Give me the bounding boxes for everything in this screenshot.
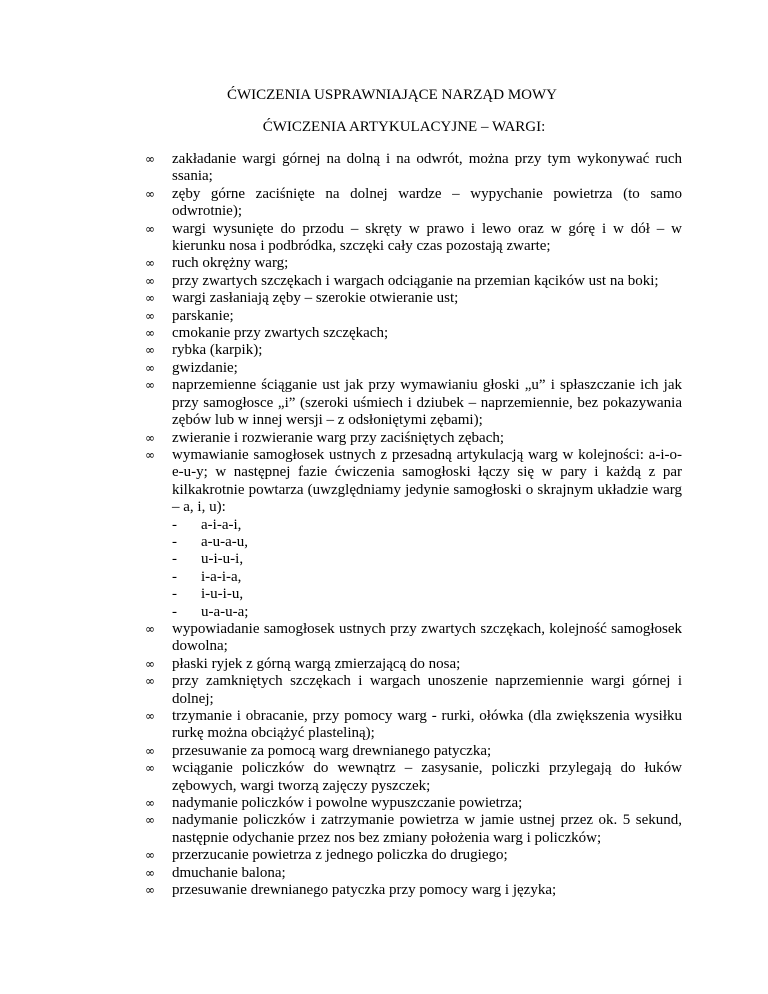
- infinity-bullet-icon: ∞: [145, 447, 155, 462]
- infinity-bullet-icon: ∞: [145, 865, 155, 880]
- list-item-text: rybka (karpik);: [172, 342, 263, 359]
- sub-list-item-text: u-a-u-a;: [201, 603, 249, 620]
- list-item-text: przesuwanie drewnianego patyczka przy pomocy warg i języka;: [172, 882, 557, 899]
- page-title: [0, 87, 768, 104]
- list-item: [0, 273, 768, 290]
- infinity-bullet-icon: ∞: [145, 308, 155, 323]
- list-item-text: płaski ryjek z górną wargą zmierzającą do nosa;: [172, 655, 461, 672]
- infinity-bullet-icon: ∞: [145, 761, 155, 776]
- list-item: [0, 621, 768, 656]
- list-item: [0, 342, 768, 359]
- list-item-text: przesuwanie za pomocą warg drewnianego patyczka;: [172, 742, 492, 759]
- list-item-text: przy zwartych szczękach i wargach odciąganie na przemian kącików ust na boki;: [172, 272, 659, 289]
- list-item-text: wargi wysunięte do przodu – skręty w prawo i lewo oraz w górę i w dół – w kierunku nosa i podbródka, szczęki cały czas pozostają zwarte;: [172, 220, 682, 255]
- infinity-bullet-icon: ∞: [145, 709, 155, 723]
- list-item: [0, 360, 768, 377]
- infinity-bullet-icon: ∞: [145, 656, 155, 671]
- infinity-bullet-icon: ∞: [145, 326, 155, 341]
- list-item: [0, 377, 768, 429]
- list-item: [0, 447, 768, 517]
- list-item: [0, 882, 768, 899]
- infinity-bullet-icon: ∞: [145, 152, 155, 166]
- list-item: [0, 151, 768, 186]
- sub-list-item-text: a-u-a-u,: [201, 533, 249, 550]
- list-item: [0, 221, 768, 256]
- infinity-bullet-icon: ∞: [145, 291, 155, 306]
- infinity-bullet-icon: ∞: [145, 360, 155, 375]
- infinity-bullet-icon: ∞: [145, 848, 155, 863]
- list-item: [0, 812, 768, 847]
- list-item-text: dmuchanie balona;: [172, 864, 286, 881]
- list-item-text: gwizdanie;: [172, 359, 238, 376]
- list-item-text: przerzucanie powietrza z jednego policzka do drugiego;: [172, 847, 508, 864]
- list-item-text: cmokanie przy zwartych szczękach;: [172, 325, 389, 342]
- sub-list-item-text: i-a-i-a,: [201, 568, 242, 585]
- list-item-text: wargi zasłaniają zęby – szerokie otwieranie ust;: [172, 290, 459, 307]
- infinity-bullet-icon: ∞: [145, 256, 155, 271]
- list-item: [0, 325, 768, 342]
- list-item-text: trzymanie i obracanie, przy pomocy warg - rurki, ołówka (dla zwiększenia wysiłku rurkę można obciążyć plasteliną);: [172, 708, 682, 742]
- list-item: [0, 673, 768, 708]
- infinity-bullet-icon: ∞: [145, 378, 155, 393]
- list-item: [0, 255, 768, 272]
- sub-list-item: [0, 534, 768, 551]
- dash-marker: -: [172, 533, 177, 550]
- infinity-bullet-icon: ∞: [145, 883, 155, 898]
- sub-list-item-text: a-i-a-i,: [201, 516, 242, 533]
- sub-list-item: [0, 551, 768, 568]
- list-item-text: przy zamkniętych szczękach i wargach unoszenie naprzemiennie wargi górnej i dolnej;: [172, 673, 682, 707]
- exercise-list: [0, 151, 768, 899]
- list-item: [0, 656, 768, 673]
- dash-marker: -: [172, 603, 177, 620]
- list-item-text: wciąganie policzków do wewnątrz – zasysanie, policzki przylegają do łuków zębowych, wargi tworzą zajęczy pyszczek;: [172, 760, 682, 794]
- list-item: [0, 795, 768, 812]
- list-item-text: zwieranie i rozwieranie warg przy zaciśniętych zębach;: [172, 429, 505, 446]
- list-item-text: wypowiadanie samogłosek ustnych przy zwartych szczękach, kolejność samogłosek dowolna;: [172, 620, 682, 655]
- infinity-bullet-icon: ∞: [145, 621, 155, 636]
- list-item: [0, 760, 768, 795]
- list-item: [0, 847, 768, 864]
- infinity-bullet-icon: ∞: [145, 430, 155, 445]
- infinity-bullet-icon: ∞: [145, 221, 155, 236]
- list-item-text: naprzemienne ściąganie ust jak przy wymawianiu głoski „u” i spłaszczanie ich jak przy samogłosce „i” (szeroki uśmiech i dziubek – naprzemiennie, bez pokazywania zębów lub w innej wersji – z odsłoniętymi zębami);: [172, 377, 682, 429]
- dash-marker: -: [172, 551, 177, 568]
- list-item: [0, 865, 768, 882]
- sub-list-item-text: u-i-u-i,: [201, 551, 244, 568]
- infinity-bullet-icon: ∞: [145, 796, 155, 811]
- list-item-text: ruch okrężny warg;: [172, 255, 289, 272]
- dash-marker: -: [172, 516, 177, 533]
- dash-marker: -: [172, 568, 177, 585]
- list-item: [0, 430, 768, 447]
- infinity-bullet-icon: ∞: [145, 273, 155, 288]
- list-item: [0, 186, 768, 221]
- infinity-bullet-icon: ∞: [145, 813, 155, 828]
- sub-list-item: [0, 569, 768, 586]
- list-item-text: nadymanie policzków i powolne wypuszczanie powietrza;: [172, 795, 523, 812]
- sub-list-item: [0, 517, 768, 534]
- infinity-bullet-icon: ∞: [145, 674, 155, 689]
- infinity-bullet-icon: ∞: [145, 743, 155, 758]
- infinity-bullet-icon: ∞: [145, 186, 155, 201]
- sub-list-item: [0, 604, 768, 621]
- list-item-text: zęby górne zaciśnięte na dolnej wardze – wypychanie powietrza (to samo odwrotnie);: [172, 185, 682, 220]
- infinity-bullet-icon: ∞: [145, 343, 155, 358]
- list-item: [0, 708, 768, 743]
- sub-list-item: [0, 586, 768, 603]
- list-item-text: zakładanie wargi górnej na dolną i na odwrót, można przy tym wykonywać ruch ssania;: [172, 151, 682, 185]
- section-subtitle: [0, 119, 768, 136]
- list-item: [0, 743, 768, 760]
- section-subtitle-text: ĆWICZENIA ARTYKULACYJNE – WARGI:: [262, 119, 546, 135]
- page-title-text: ĆWICZENIA USPRAWNIAJĄCE NARZĄD MOWY: [226, 87, 558, 103]
- list-item-text: wymawianie samogłosek ustnych z przesadną artykulacją warg w kolejności: a-i-o-e-u-y; w następnej fazie ćwiczenia samogłoski łączy się w pary i każdą z par kilkakrotnie powtarza (uwzględniamy jedynie samogłoski o skrajnym układzie warg – a, i, u):: [172, 446, 682, 516]
- list-item: [0, 308, 768, 325]
- list-item-text: nadymanie policzków i zatrzymanie powietrza w jamie ustnej przez ok. 5 sekund, następnie odychanie przez nos bez zmiany położenia warg i policzków;: [172, 812, 682, 846]
- list-item: [0, 290, 768, 307]
- dash-marker: -: [172, 586, 177, 603]
- list-item-text: parskanie;: [172, 307, 234, 324]
- sub-list-item-text: i-u-i-u,: [201, 586, 244, 603]
